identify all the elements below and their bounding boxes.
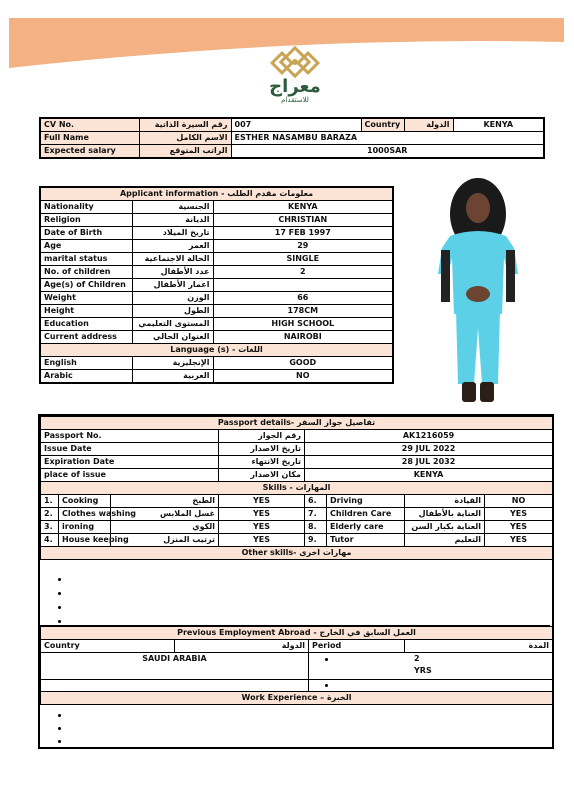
employment-country-label: Country: [41, 640, 175, 653]
cv-no-label-ar: رقم السيرة الذاتية: [139, 118, 231, 132]
top-info-table: [39, 117, 545, 159]
skill-name: Cooking: [59, 495, 111, 508]
country-label-ar: الدولة: [404, 118, 453, 132]
passport-value: 28 JUL 2032: [305, 456, 553, 469]
employment-period-label: Period: [309, 640, 405, 653]
skill-number: 3.: [41, 521, 59, 534]
employment-country-label-ar: الدولة: [175, 640, 309, 653]
field-label: Current address: [40, 331, 132, 344]
employment-period-cell-2: [309, 680, 553, 692]
salary-value: 1000SAR: [231, 145, 544, 159]
applicant-section-title: Applicant information - معلومات مقدم الطلب: [40, 187, 393, 201]
language-name: Arabic: [40, 370, 132, 384]
applicant-row: [40, 253, 393, 266]
skills-section-title: Skills - المهارات: [41, 482, 553, 495]
logo-text: معراج: [269, 76, 321, 97]
passport-label-ar: رقم الجواز: [219, 430, 305, 443]
applicant-photo: [436, 178, 520, 404]
passport-value: AK1216059: [305, 430, 553, 443]
bullet: [58, 606, 61, 609]
skill-name-ar: الطبخ: [111, 495, 219, 508]
applicant-row: [40, 266, 393, 279]
field-label: Nationality: [40, 201, 132, 214]
applicant-row: [40, 240, 393, 253]
skill-row: [41, 534, 553, 547]
field-label: Age: [40, 240, 132, 253]
passport-skills-table: [40, 416, 553, 560]
passport-label: Passport No.: [41, 430, 219, 443]
field-label-ar: الوزن: [132, 292, 213, 305]
employment-section-title: Previous Employment Abroad - العمل السابق في الخارج: [41, 627, 553, 640]
bullet: [58, 578, 61, 581]
skill-name: Driving: [327, 495, 405, 508]
skill-row: [41, 495, 553, 508]
skill-number: 6.: [305, 495, 327, 508]
passport-value: KENYA: [305, 469, 553, 482]
field-label: Age(s) of Children: [40, 279, 132, 292]
skill-row: [41, 521, 553, 534]
passport-section-title: Passport details- تفاصيل جواز السفر: [41, 417, 553, 430]
applicant-row: [40, 318, 393, 331]
skill-value: NO: [485, 495, 553, 508]
skill-name: Tutor: [327, 534, 405, 547]
field-label-ar: تاريخ الميلاد: [132, 227, 213, 240]
field-value: [213, 279, 393, 292]
salary-label-ar: الراتب المتوقع: [139, 145, 231, 159]
other-skills-title: Other skills- مهارات اخرى: [41, 547, 553, 560]
passport-label-ar: مكان الاصدار: [219, 469, 305, 482]
field-label-ar: الحالة الاجتماعية: [132, 253, 213, 266]
passport-label-ar: تاريخ الانتهاء: [219, 456, 305, 469]
applicant-row: [40, 227, 393, 240]
language-name-ar: العربية: [132, 370, 213, 384]
full-name-value: ESTHER NASAMBU BARAZA: [231, 132, 544, 145]
field-value: 66: [213, 292, 393, 305]
skill-name-ar: الكوي: [111, 521, 219, 534]
field-value: SINGLE: [213, 253, 393, 266]
salary-row: [40, 145, 544, 159]
passport-label-ar: تاريخ الاصدار: [219, 443, 305, 456]
bullet: [58, 740, 61, 743]
skill-value: YES: [219, 508, 305, 521]
field-label: No. of children: [40, 266, 132, 279]
passport-label: Issue Date: [41, 443, 219, 456]
language-section-title: Language (s) - اللغات: [40, 344, 393, 357]
language-row: [40, 357, 393, 370]
field-label-ar: الجنسية: [132, 201, 213, 214]
field-label: marital status: [40, 253, 132, 266]
applicant-row: [40, 214, 393, 227]
skill-number: 1.: [41, 495, 59, 508]
field-label: Education: [40, 318, 132, 331]
bullet: [58, 727, 61, 730]
skill-number: 2.: [41, 508, 59, 521]
passport-label: place of issue: [41, 469, 219, 482]
field-value: 29: [213, 240, 393, 253]
skill-name: ironing: [59, 521, 111, 534]
bullet: [58, 620, 61, 623]
other-skills-list: [40, 569, 550, 626]
skill-number: 7.: [305, 508, 327, 521]
field-label-ar: الطول: [132, 305, 213, 318]
work-experience-title: Work Experience – الخبرة: [41, 692, 553, 705]
field-label-ar: اعمار الأطفال: [132, 279, 213, 292]
full-name-label: Full Name: [40, 132, 139, 145]
skill-name: House keeping: [59, 534, 111, 547]
field-label: Religion: [40, 214, 132, 227]
field-value: 178CM: [213, 305, 393, 318]
passport-row: [41, 456, 553, 469]
language-name-ar: الإنجليزية: [132, 357, 213, 370]
name-row: [40, 132, 544, 145]
field-label: Date of Birth: [40, 227, 132, 240]
skill-number: 9.: [305, 534, 327, 547]
bullet: [325, 684, 328, 687]
applicant-row: [40, 292, 393, 305]
skill-number: 8.: [305, 521, 327, 534]
field-value: KENYA: [213, 201, 393, 214]
passport-value: 29 JUL 2022: [305, 443, 553, 456]
passport-row: [41, 443, 553, 456]
bullet: [58, 714, 61, 717]
skill-name-ar: ترتيب المنزل: [111, 534, 219, 547]
skill-value: YES: [485, 534, 553, 547]
field-label: Weight: [40, 292, 132, 305]
cv-no-value: 007: [231, 118, 361, 132]
skill-name: Children Care: [327, 508, 405, 521]
country-label: Country: [361, 118, 404, 132]
field-label-ar: العنوان الحالي: [132, 331, 213, 344]
cv-row: [40, 118, 544, 132]
skill-number: 4.: [41, 534, 59, 547]
field-value: HIGH SCHOOL: [213, 318, 393, 331]
language-name: English: [40, 357, 132, 370]
skill-value: YES: [485, 521, 553, 534]
skill-value: YES: [219, 534, 305, 547]
field-label-ar: العمر: [132, 240, 213, 253]
applicant-row: [40, 279, 393, 292]
employment-country-value: SAUDI ARABIA: [41, 653, 309, 680]
skill-row: [41, 508, 553, 521]
company-logo: [255, 48, 335, 112]
language-level: GOOD: [213, 357, 393, 370]
field-value: 2: [213, 266, 393, 279]
field-label-ar: المستوى التعليمي: [132, 318, 213, 331]
cv-no-label: CV No.: [40, 118, 139, 132]
employment-years-unit: YRS: [414, 666, 432, 675]
full-name-label-ar: الاسم الكامل: [139, 132, 231, 145]
skill-name: Clothes washing: [59, 508, 111, 521]
employment-table: [40, 626, 553, 705]
passport-row: [41, 469, 553, 482]
skill-name-ar: العناية بكبار السن: [405, 521, 485, 534]
applicant-row: [40, 331, 393, 344]
skill-name-ar: القيادة: [405, 495, 485, 508]
field-label: Height: [40, 305, 132, 318]
employment-period-label-ar: المدة: [405, 640, 553, 653]
field-label-ar: الديانة: [132, 214, 213, 227]
language-row: [40, 370, 393, 384]
work-experience-list: [40, 706, 550, 744]
field-value: NAIROBI: [213, 331, 393, 344]
skill-value: YES: [219, 495, 305, 508]
applicant-row: [40, 201, 393, 214]
salary-label: Expected salary: [40, 145, 139, 159]
applicant-row: [40, 305, 393, 318]
field-value: 17 FEB 1997: [213, 227, 393, 240]
country-value: KENYA: [453, 118, 544, 132]
field-value: CHRISTIAN: [213, 214, 393, 227]
skill-value: YES: [485, 508, 553, 521]
skill-name-ar: التعليم: [405, 534, 485, 547]
language-level: NO: [213, 370, 393, 384]
skill-name-ar: العناية بالأطفال: [405, 508, 485, 521]
skill-value: YES: [219, 521, 305, 534]
applicant-info-table: [39, 186, 394, 384]
bullet: [58, 592, 61, 595]
employment-period-cell: [309, 653, 553, 680]
bullet: [325, 658, 328, 661]
field-label-ar: عدد الأطفال: [132, 266, 213, 279]
skill-name-ar: غسل الملابس: [111, 508, 219, 521]
employment-years: 2: [414, 654, 420, 663]
passport-label: Expiration Date: [41, 456, 219, 469]
logo-subtext: للاستقدام: [281, 96, 309, 104]
passport-row: [41, 430, 553, 443]
skill-name: Elderly care: [327, 521, 405, 534]
